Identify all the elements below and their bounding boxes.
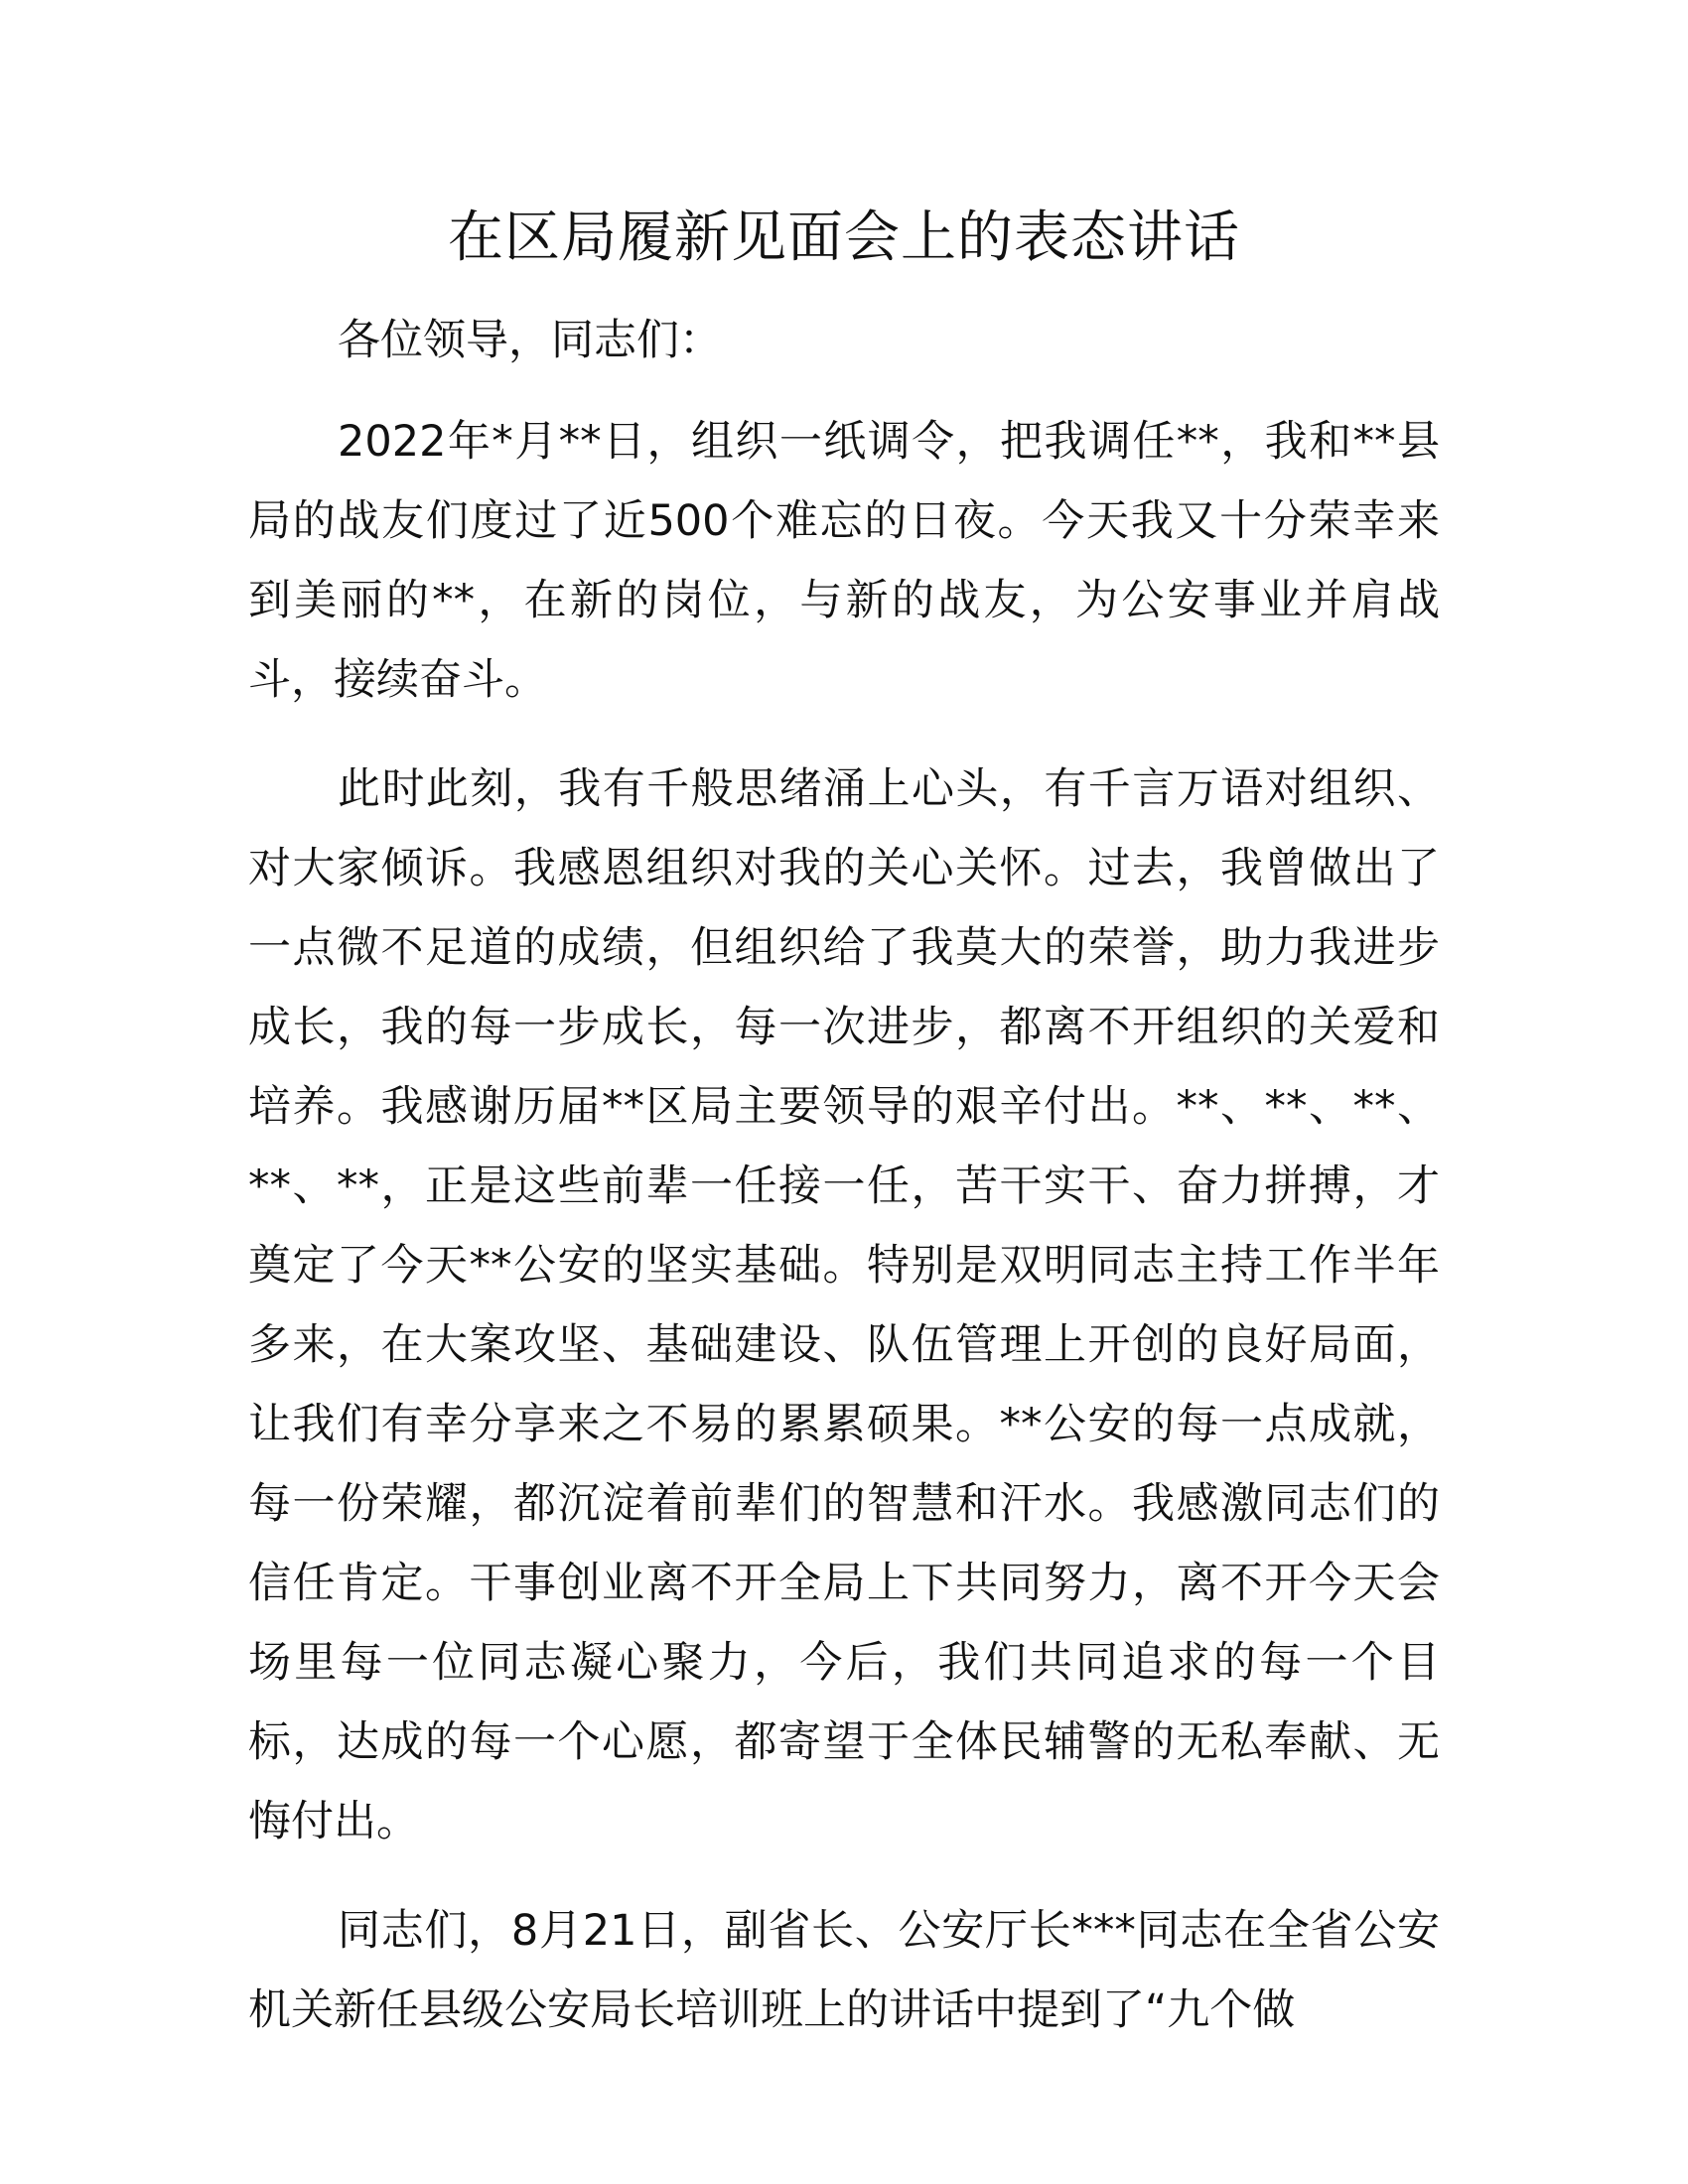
paragraph-3: 同志们，8月21日，副省长、公安厅长***同志在全省公安机关新任县级公安局长培训班上的讲话中提到了“九个做 bbox=[248, 1906, 1440, 2035]
paragraph-2: 此时此刻，我有千般思绪涌上心头，有千言万语对组织、对大家倾诉。我感恩组织对我的关心关怀。过去，我曾做出了一点微不足道的成绩，但组织给了我莫大的荣誉，助力我进步成长，我的每一步成长，每一次进步，都离不开组织的关爱和培养。我感谢历届**区局主要领导的艰辛付出。**、**、**、**、**，正是这些前辈一任接一任，苦干实干、奋力拼搏，才奠定了今天**公安的坚实基础。特别是双明同志主持工作半年多来，在大案攻坚、基础建设、队伍管理上开创的良好局面，让我们有幸分享来之不易的累累硕果。**公安的每一点成就，每一份荣耀，都沉淀着前辈们的智慧和汗水。我感激同志们的信任肯定。干事创业离不开全局上下共同努力，离不开今天会场里每一位同志凝心聚力，今后，我们共同追求的每一个目标，达成的每一个心愿，都寄望于全体民辅警的无私奉献、无悔付出。 bbox=[248, 764, 1440, 1846]
paragraph-1: 2022年*月**日，组织一纸调令，把我调任**，我和**县局的战友们度过了近500个难忘的日夜。今天我又十分荣幸来到美丽的**，在新的岗位，与新的战友，为公安事业并肩战斗，接续奋斗。 bbox=[248, 417, 1440, 705]
document-title: 在区局履新见面会上的表态讲话 bbox=[448, 205, 1240, 270]
document-page bbox=[248, 204, 1440, 2050]
salutation: 各位领导，同志们： bbox=[338, 316, 722, 365]
